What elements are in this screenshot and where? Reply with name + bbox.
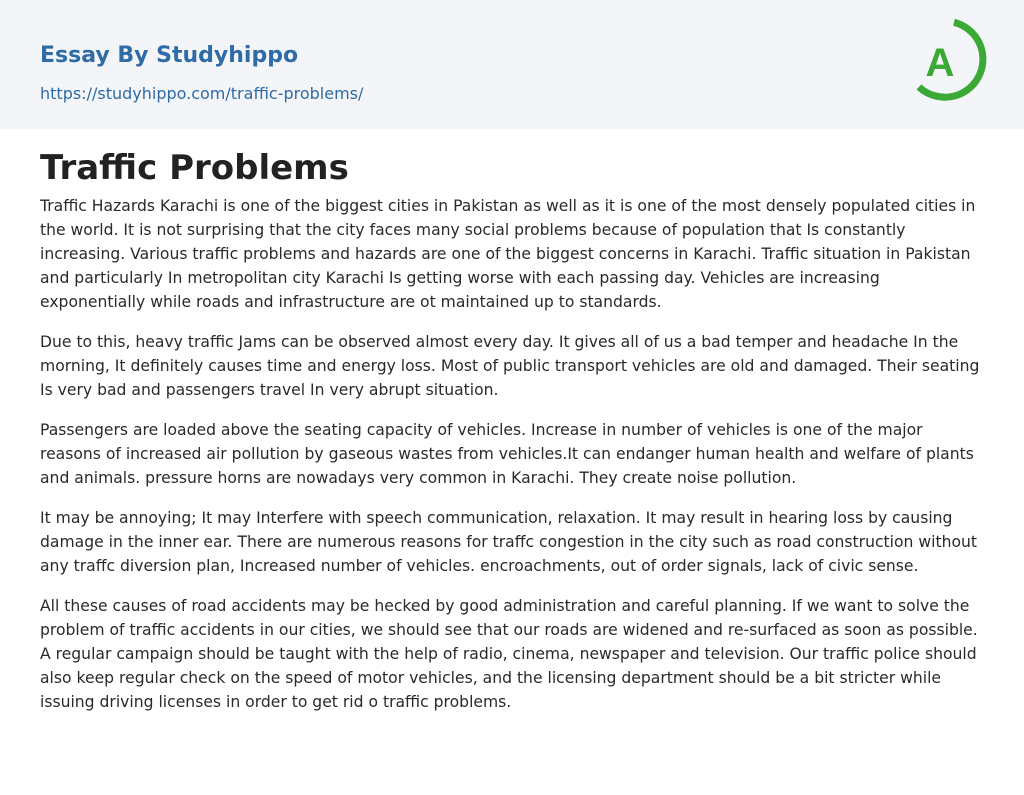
essay-paragraph: It may be annoying; It may Interfere with speech communication, relaxation. It may result in hearing loss by causing damage in the inner ear. There are numerous reasons for traffc congestion in the city such as road construction without any traffc diversion plan, Increased number of vehicles. encroachments, out of order signals, lack of civic sense. [40, 509, 977, 575]
essay-body [40, 194, 986, 730]
essay-paragraph: Passengers are loaded above the seating capacity of vehicles. Increase in number of vehicles is one of the major reasons of increased air pollution by gaseous wastes from vehicles.It can endanger human health and welfare of plants and animals. pressure horns are nowadays very common in Karachi. They create noise pollution. [40, 421, 974, 487]
essay-paragraph: All these causes of road accidents may be hecked by good administration and careful planning. If we want to solve the problem of traffic accidents in our cities, we should see that our roads are widened and re-surfaced as soon as possible. A regular campaign should be taught with the help of radio, cinema, newspaper and television. Our traffic police should also keep regular check on the speed of motor vehicles, and the licensing department should be a bit stricter while issuing driving licenses in order to get rid o traffic problems. [40, 597, 978, 711]
essay-url-link[interactable]: https://studyhippo.com/traffic-problems/ [40, 84, 364, 103]
site-brand[interactable]: Essay By Studyhippo [40, 43, 299, 68]
essay-title: Traffic Problems [40, 148, 349, 188]
logo-letter: A [925, 41, 955, 85]
essay-paragraph: Traffic Hazards Karachi is one of the biggest cities in Pakistan as well as it is one of the most densely populated cities in the world. It is not surprising that the city faces many social problems because of population that Is constantly increasing. Various traffic problems and hazards are one of the biggest concerns in Karachi. Traffic situation in Pakistan and particularly In metropolitan city Karachi Is getting worse with each passing day. Vehicles are increasing exponentially while roads and infrastructure are ot maintained up to standards. [40, 197, 976, 311]
studyhippo-logo-icon[interactable] [906, 18, 990, 108]
essay-paragraph: Due to this, heavy traffic Jams can be observed almost every day. It gives all of us a bad temper and headache In the morning, It definitely causes time and energy loss. Most of public transport vehicles are old and damaged. Their seating Is very bad and passengers travel In very abrupt situation. [40, 333, 980, 399]
page-header [0, 0, 1024, 129]
